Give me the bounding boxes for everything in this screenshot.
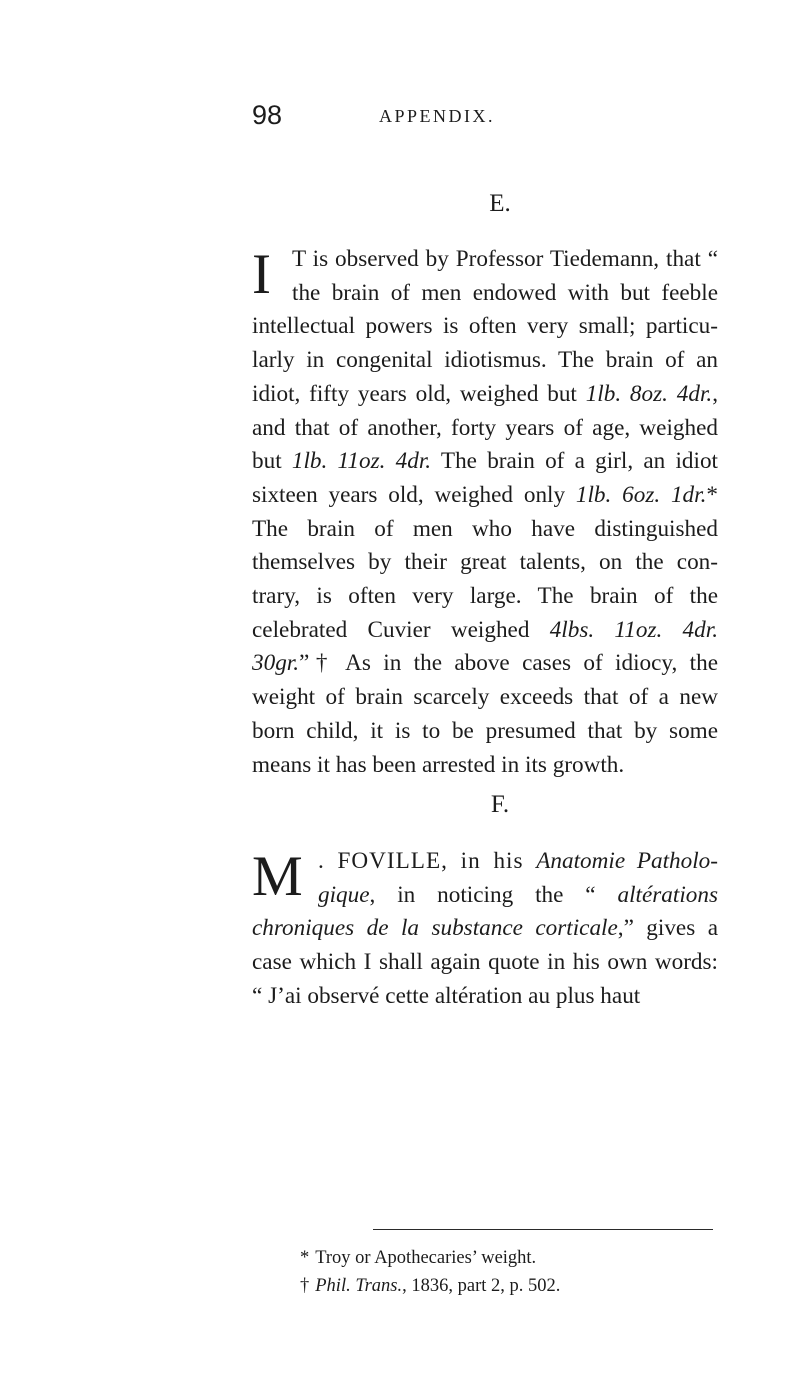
footnote-1 xyxy=(300,1244,720,1272)
dropcap-initial: I xyxy=(252,243,271,306)
body-text: , in noticing the “ xyxy=(369,881,618,908)
weight-measure: 4lbs. 11oz. 4dr. 30gr. xyxy=(252,616,718,677)
footnote-mark: * xyxy=(300,1248,310,1268)
section-e-paragraph xyxy=(252,243,718,782)
footnote-2 xyxy=(300,1272,720,1300)
footnote-mark: † xyxy=(300,1276,310,1296)
running-head xyxy=(252,100,718,130)
chapter-title: altérations chroniques de la substance corticale xyxy=(252,881,718,942)
footnote-text: Troy or Apothecaries’ weight. xyxy=(315,1248,537,1268)
footnote-rule xyxy=(373,1229,713,1230)
dropcap-initial: M xyxy=(252,845,303,908)
body-text: The brain of a girl, an idiot sixteen years old, weighed only xyxy=(252,448,719,508)
weight-measure: 1lb. 8oz. 4dr. xyxy=(585,380,713,407)
footnote-source: Phil. Trans. xyxy=(315,1276,403,1296)
page-number: 98 xyxy=(252,100,283,130)
footnotes xyxy=(300,1244,720,1300)
body-text: T is observed by Professor Tiedemann, that “ the brain of men endowed with but feeble intellectual powers is often very small; particu- larly in congenital idiotismus. The brain of an idiot, fifty years old, weighed but xyxy=(252,246,718,407)
footnote-text: , 1836, part 2, p. 502. xyxy=(402,1276,561,1296)
weight-measure: 1lb. 11oz. 4dr. xyxy=(291,448,432,475)
running-title: APPENDIX. xyxy=(379,106,496,126)
body-text: ”† As in the above cases of idiocy, the weight of brain scarcely exceeds that of a new born child, it is to be presumed that by some means it has been arrested in its growth. xyxy=(252,650,718,778)
body-text: . FOVILLE, in his xyxy=(318,848,537,874)
weight-measure: 1lb. 6oz. 1dr. xyxy=(575,481,707,508)
body-text: * The brain of men who have distinguished themselves by their great talents, on the con- trary, is often very large. The brain of the celebrated Cuvier weighed xyxy=(252,481,718,643)
body-text: ,” gives a case which I shall again quote in his own words: “ J’ai observé cette altération au plus haut xyxy=(252,915,718,1009)
section-f-paragraph xyxy=(252,845,718,1014)
section-heading-f: F. xyxy=(490,791,510,818)
section-heading-e: E. xyxy=(489,190,511,217)
book-title: Anatomie Patholo- gique xyxy=(318,848,718,908)
body-text: , and that of another, forty years of age, weighed but xyxy=(252,380,718,475)
